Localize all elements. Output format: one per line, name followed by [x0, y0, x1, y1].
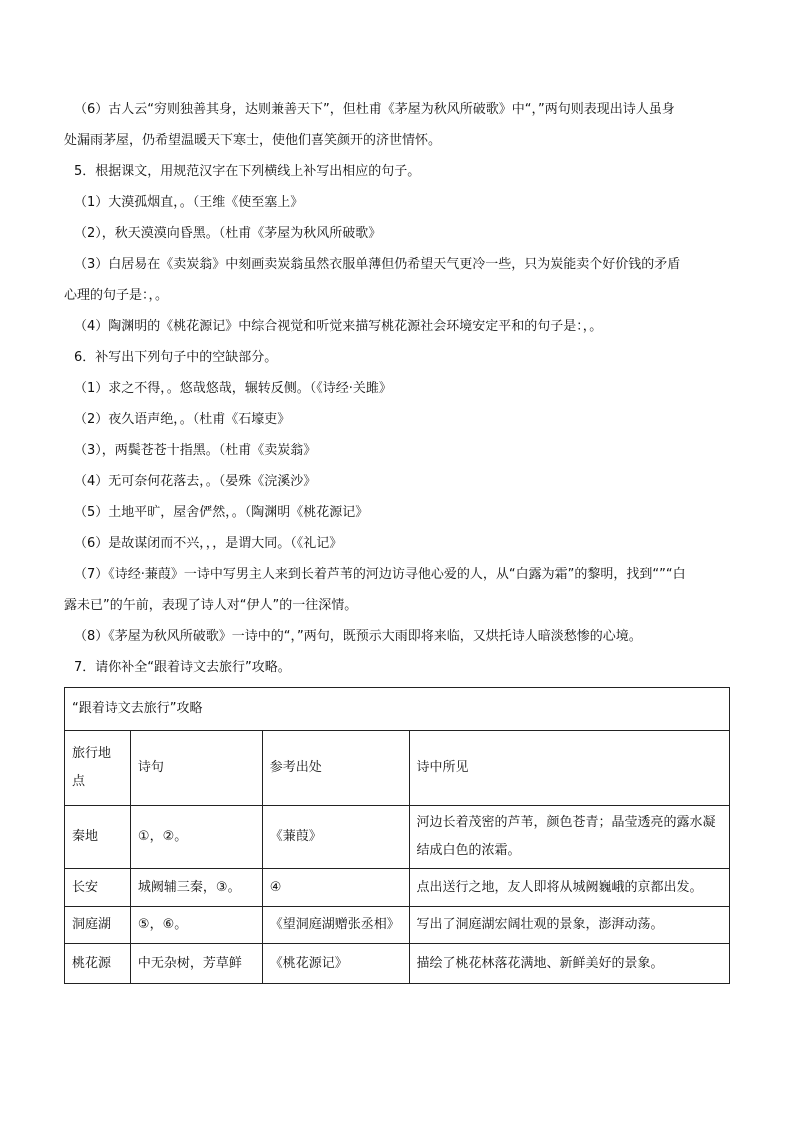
- header-verse: 诗句: [130, 731, 262, 806]
- header-location: 旅行地点: [65, 731, 131, 806]
- cell-verse: ①，②。: [130, 806, 262, 869]
- cell-location: 洞庭湖: [65, 907, 131, 944]
- header-source: 参考出处: [262, 731, 409, 806]
- q6-item6-line2: 处漏雨茅屋，仍希望温暖天下寒士，使他们喜笑颜开的济世情怀。: [64, 133, 442, 148]
- question-6-title: 6．补写出下列句子中的空缺部分。: [74, 350, 278, 365]
- q6-item7-line1: （7）《诗经·蒹葭》一诗中写男主人来到长着芦苇的河边访寻他心爱的人，从“白露为霜”的黎明，找到“”“白: [74, 567, 686, 582]
- travel-guide-table: [64, 687, 730, 984]
- cell-verse: 中无杂树，芳草鲜: [130, 944, 262, 984]
- table-title-row: [65, 688, 730, 731]
- q6-item6-line1: （6）古人云“穷则独善其身，达则兼善天下”，但杜甫《茅屋为秋风所破歌》中“，”两句则表现出诗人虽身: [74, 102, 675, 117]
- cell-source: 《望洞庭湖赠张丞相》: [262, 907, 409, 944]
- question-5-title: 5．根据课文，用规范汉字在下列横线上补写出相应的句子。: [74, 164, 421, 179]
- header-scene: 诗中所见: [409, 731, 729, 806]
- cell-source: 《蒹葭》: [262, 806, 409, 869]
- cell-verse: ⑤，⑥。: [130, 907, 262, 944]
- question-7-title: 7．请你补全“跟着诗文去旅行”攻略。: [74, 660, 291, 675]
- cell-source: ④: [262, 869, 409, 907]
- question-text: [64, 94, 732, 683]
- q6-item5: （5）土地平旷，屋舍俨然，。（陶渊明《桃花源记》: [74, 505, 369, 520]
- cell-verse: 城阙辅三秦，③。: [130, 869, 262, 907]
- table-row: [65, 806, 730, 869]
- q6-item3: （3），两鬓苍苍十指黑。（杜甫《卖炭翁》: [74, 443, 317, 458]
- q5-item2: （2），秋天漠漠向昏黑。（杜甫《茅屋为秋风所破歌》: [74, 226, 382, 241]
- cell-scene: 描绘了桃花林落花满地、新鲜美好的景象。: [409, 944, 729, 984]
- cell-scene: 点出送行之地，友人即将从城阙巍峨的京都出发。: [409, 869, 729, 907]
- cell-scene: 写出了洞庭湖宏阔壮观的景象，澎湃动荡。: [409, 907, 729, 944]
- table-row: [65, 907, 730, 944]
- table-title: “跟着诗文去旅行”攻略: [65, 688, 730, 731]
- q6-item8: （8）《茅屋为秋风所破歌》一诗中的“，”两句，既预示大雨即将来临，又烘托诗人暗淡愁惨的心境。: [74, 629, 642, 644]
- q5-item3-line2: 心理的句子是：，。: [64, 288, 169, 303]
- q5-item1: （1）大漠孤烟直，。（王维《使至塞上》: [74, 195, 304, 210]
- q6-item4: （4）无可奈何花落去，。（晏殊《浣溪沙》: [74, 474, 317, 489]
- cell-location: 长安: [65, 869, 131, 907]
- q6-item2: （2）夜久语声绝，。（杜甫《石壕吏》: [74, 412, 291, 427]
- q5-item3-line1: （3）白居易在《卖炭翁》中刻画卖炭翁虽然衣服单薄但仍希望天气更冷一些，只为炭能卖个好价钱的矛盾: [74, 257, 681, 272]
- q6-item6: （6）是故谋闭而不兴，，，是谓大同。（《礼记》: [74, 536, 343, 551]
- table-header-row: [65, 731, 730, 806]
- q5-item4: （4）陶渊明的《桃花源记》中综合视觉和听觉来描写桃花源社会环境安定平和的句子是：，。: [74, 319, 603, 334]
- q6-item1: （1）求之不得，。悠哉悠哉，辗转反侧。（《诗经·关雎》: [74, 381, 392, 396]
- q6-item7-line2: 露未已”的午前，表现了诗人对“伊人”的一往深情。: [64, 598, 358, 613]
- cell-source: 《桃花源记》: [262, 944, 409, 984]
- cell-location: 桃花源: [65, 944, 131, 984]
- table-row: [65, 944, 730, 984]
- table-row: [65, 869, 730, 907]
- cell-location: 秦地: [65, 806, 131, 869]
- cell-scene: 河边长着茂密的芦苇，颜色苍青；晶莹透亮的露水凝结成白色的浓霜。: [409, 806, 729, 869]
